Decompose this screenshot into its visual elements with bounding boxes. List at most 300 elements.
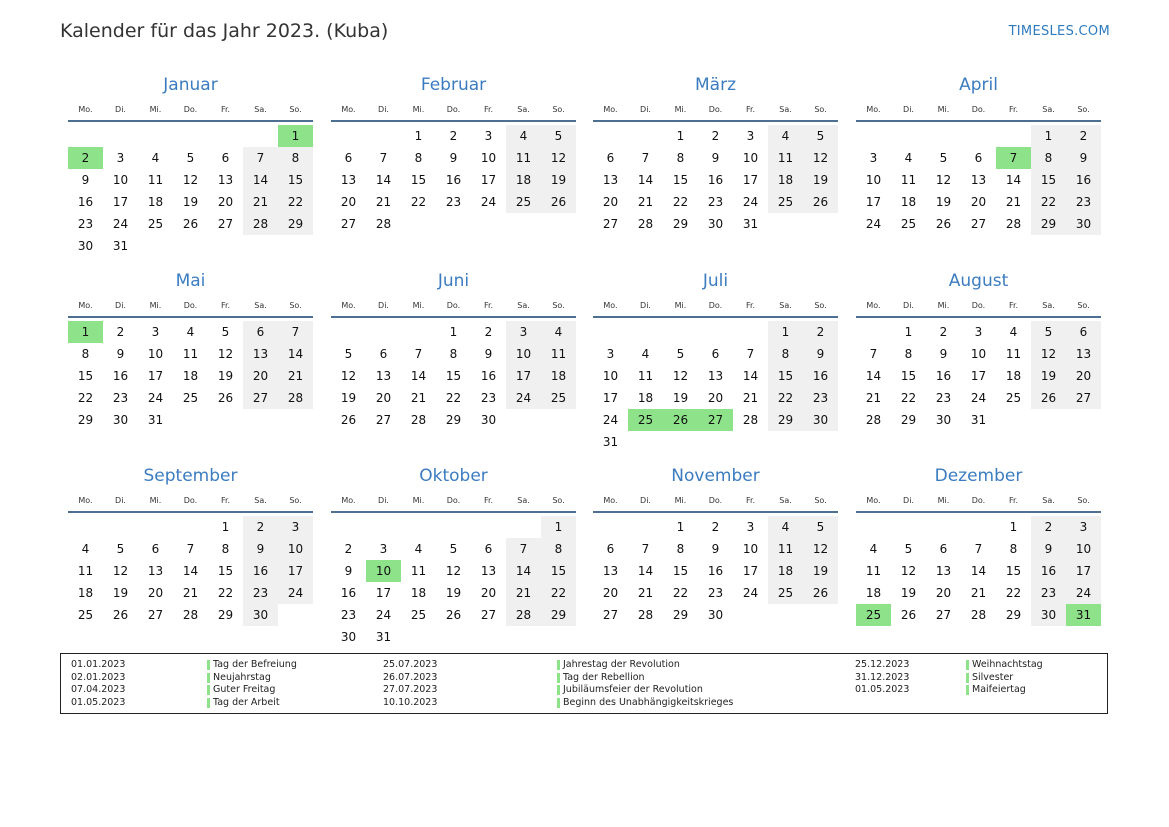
weekday-label: Do. — [971, 105, 986, 114]
day-cell: 11 — [637, 369, 654, 383]
day-cell: 18 — [900, 195, 917, 209]
day-cell: 13 — [480, 564, 497, 578]
day-cell: 28 — [182, 608, 199, 622]
day-cell: 14 — [278, 343, 313, 365]
weekday-label: Mo. — [603, 105, 618, 114]
day-cell: 21 — [182, 586, 199, 600]
weekday-label: Mi. — [937, 496, 950, 505]
legend-date: 02.01.2023 — [71, 671, 126, 683]
day-cell: 7 — [379, 151, 388, 165]
holiday-day-cell: 25 — [628, 409, 663, 431]
day-cell: 21 — [1005, 195, 1022, 209]
day-cell: 10 — [278, 538, 313, 560]
day-cell: 21 — [637, 195, 654, 209]
day-cell: 25 — [410, 608, 427, 622]
day-cell: 4 — [81, 542, 90, 556]
day-cell: 15 — [278, 169, 313, 191]
weekday-label: Do. — [183, 105, 198, 114]
day-cell: 19 — [541, 169, 576, 191]
day-cell: 13 — [340, 173, 357, 187]
legend-holiday-name: Guter Freitag — [207, 684, 275, 695]
day-cell: 25 — [768, 582, 803, 604]
weekday-label: Mi. — [937, 105, 950, 114]
weekday-label: So. — [552, 496, 565, 505]
day-cell: 23 — [1031, 582, 1066, 604]
day-cell: 4 — [768, 125, 803, 147]
day-cell: 18 — [182, 369, 199, 383]
day-cell: 12 — [803, 147, 838, 169]
day-cell: 22 — [278, 191, 313, 213]
holiday-day-cell: 27 — [698, 409, 733, 431]
day-cell: 20 — [375, 391, 392, 405]
day-cell: 21 — [410, 391, 427, 405]
legend-date: 27.07.2023 — [383, 684, 438, 696]
weekday-header — [331, 105, 576, 119]
page-title: Kalender für das Jahr 2023. (Kuba) — [60, 20, 389, 42]
day-cell: 7 — [506, 538, 541, 560]
day-cell: 27 — [1066, 387, 1101, 409]
day-cell: 25 — [506, 191, 541, 213]
day-cell: 6 — [974, 151, 983, 165]
day-cell: 14 — [970, 564, 987, 578]
weekday-label: So. — [814, 301, 827, 310]
day-cell: 11 — [768, 147, 803, 169]
day-cell: 18 — [541, 365, 576, 387]
holiday-day-cell: 1 — [278, 125, 313, 147]
weekday-label: Mi. — [412, 496, 425, 505]
weekday-label: Sa. — [517, 301, 530, 310]
day-cell: 13 — [147, 564, 164, 578]
day-cell: 2 — [484, 325, 493, 339]
weekday-label: Mo. — [78, 105, 93, 114]
weekday-label: Sa. — [1042, 496, 1055, 505]
weekday-label: Sa. — [1042, 301, 1055, 310]
day-cell: 10 — [602, 369, 619, 383]
brand-logo-text[interactable]: TIMESLES.COM — [1008, 24, 1110, 39]
day-cell: 26 — [445, 608, 462, 622]
weekday-header — [331, 301, 576, 315]
day-cell: 2 — [1066, 125, 1101, 147]
day-cell: 28 — [637, 608, 654, 622]
weekday-label: Fr. — [483, 105, 494, 114]
day-cell: 8 — [768, 343, 803, 365]
day-cell: 12 — [340, 369, 357, 383]
day-cell: 12 — [803, 538, 838, 560]
month-divider — [593, 511, 838, 513]
day-cell: 13 — [217, 173, 234, 187]
day-cell: 12 — [1031, 343, 1066, 365]
day-cell: 3 — [379, 542, 388, 556]
month-name: Oktober — [419, 466, 488, 486]
day-cell: 23 — [112, 391, 129, 405]
day-cell: 13 — [707, 369, 724, 383]
weekday-label: So. — [289, 496, 302, 505]
day-cell: 8 — [1031, 147, 1066, 169]
day-cell: 9 — [344, 564, 353, 578]
day-cell: 28 — [278, 387, 313, 409]
legend-holiday-name: Maifeiertag — [966, 684, 1026, 695]
weekday-label: Di. — [378, 301, 389, 310]
day-cell: 23 — [445, 195, 462, 209]
day-cell: 24 — [375, 608, 392, 622]
day-cell: 7 — [746, 347, 755, 361]
day-cell: 12 — [900, 564, 917, 578]
day-cell: 17 — [480, 173, 497, 187]
legend-holiday-name: Beginn des Unabhängigkeitskrieges — [557, 697, 733, 708]
day-cell: 26 — [112, 608, 129, 622]
day-cell: 30 — [1066, 213, 1101, 235]
day-cell: 18 — [865, 586, 882, 600]
weekday-label: Sa. — [779, 105, 792, 114]
day-cell: 5 — [221, 325, 230, 339]
day-cell: 27 — [147, 608, 164, 622]
day-cell: 1 — [676, 129, 685, 143]
day-cell: 19 — [182, 195, 199, 209]
day-cell: 16 — [445, 173, 462, 187]
month-divider — [593, 120, 838, 122]
day-cell: 14 — [243, 169, 278, 191]
day-cell: 24 — [865, 217, 882, 231]
day-cell: 7 — [414, 347, 423, 361]
weekday-label: Mi. — [149, 105, 162, 114]
day-cell: 29 — [217, 608, 234, 622]
day-cell: 2 — [116, 325, 125, 339]
weekday-label: So. — [814, 105, 827, 114]
day-cell: 3 — [1066, 516, 1101, 538]
day-cell: 16 — [935, 369, 952, 383]
day-cell: 23 — [803, 387, 838, 409]
month-name: Januar — [163, 75, 218, 95]
day-cell: 12 — [445, 564, 462, 578]
day-cell: 28 — [1005, 217, 1022, 231]
day-cell: 20 — [1066, 365, 1101, 387]
day-cell: 3 — [506, 321, 541, 343]
day-cell: 5 — [116, 542, 125, 556]
day-cell: 30 — [340, 630, 357, 644]
day-cell: 11 — [865, 564, 882, 578]
day-cell: 11 — [182, 347, 199, 361]
day-cell: 2 — [243, 516, 278, 538]
weekday-label: Mi. — [149, 301, 162, 310]
day-cell: 26 — [541, 191, 576, 213]
day-cell: 22 — [541, 582, 576, 604]
day-cell: 24 — [742, 195, 759, 209]
month-divider — [331, 316, 576, 318]
holiday-day-cell: 25 — [856, 604, 891, 626]
day-cell: 10 — [112, 173, 129, 187]
weekday-label: Fr. — [1008, 105, 1019, 114]
weekday-label: So. — [1077, 301, 1090, 310]
day-cell: 2 — [803, 321, 838, 343]
weekday-label: Di. — [378, 105, 389, 114]
day-cell: 27 — [970, 217, 987, 231]
day-cell: 20 — [243, 365, 278, 387]
day-cell: 19 — [217, 369, 234, 383]
weekday-label: Sa. — [779, 301, 792, 310]
weekday-label: Sa. — [254, 301, 267, 310]
day-cell: 18 — [77, 586, 94, 600]
day-cell: 16 — [803, 365, 838, 387]
day-cell: 22 — [1005, 586, 1022, 600]
day-cell: 25 — [768, 191, 803, 213]
weekday-label: So. — [552, 105, 565, 114]
day-cell: 5 — [344, 347, 353, 361]
day-cell: 8 — [904, 347, 913, 361]
day-cell: 30 — [243, 604, 278, 626]
day-cell: 10 — [742, 151, 759, 165]
day-cell: 1 — [1009, 520, 1018, 534]
day-cell: 5 — [541, 125, 576, 147]
month-divider — [593, 316, 838, 318]
day-cell: 11 — [768, 538, 803, 560]
day-cell: 2 — [344, 542, 353, 556]
day-cell: 15 — [1005, 564, 1022, 578]
day-cell: 27 — [243, 387, 278, 409]
weekday-label: Fr. — [1008, 301, 1019, 310]
day-cell: 15 — [77, 369, 94, 383]
day-cell: 25 — [77, 608, 94, 622]
day-cell: 25 — [147, 217, 164, 231]
weekday-label: Sa. — [779, 496, 792, 505]
day-cell: 29 — [672, 217, 689, 231]
day-cell: 6 — [1066, 321, 1101, 343]
day-cell: 5 — [904, 542, 913, 556]
day-cell: 28 — [865, 413, 882, 427]
day-cell: 7 — [641, 151, 650, 165]
weekday-label: Mo. — [866, 105, 881, 114]
day-cell: 15 — [445, 369, 462, 383]
day-cell: 9 — [1031, 538, 1066, 560]
weekday-label: Fr. — [220, 105, 231, 114]
weekday-label: Fr. — [745, 301, 756, 310]
day-cell: 4 — [541, 321, 576, 343]
day-cell: 22 — [1031, 191, 1066, 213]
day-cell: 4 — [768, 516, 803, 538]
weekday-label: Mo. — [78, 496, 93, 505]
day-cell: 8 — [541, 538, 576, 560]
month-divider — [68, 511, 313, 513]
weekday-label: Mi. — [674, 105, 687, 114]
day-cell: 11 — [506, 147, 541, 169]
holiday-day-cell: 1 — [68, 321, 103, 343]
day-cell: 13 — [935, 564, 952, 578]
day-cell: 7 — [641, 542, 650, 556]
weekday-label: Di. — [640, 301, 651, 310]
legend-holiday-name: Weihnachtstag — [966, 659, 1043, 670]
month-divider — [856, 511, 1101, 513]
day-cell: 1 — [221, 520, 230, 534]
day-cell: 16 — [77, 195, 94, 209]
day-cell: 29 — [768, 409, 803, 431]
day-cell: 13 — [970, 173, 987, 187]
weekday-label: Fr. — [220, 301, 231, 310]
day-cell: 25 — [900, 217, 917, 231]
day-cell: 5 — [803, 125, 838, 147]
day-cell: 4 — [1009, 325, 1018, 339]
day-cell: 2 — [449, 129, 458, 143]
day-cell: 5 — [939, 151, 948, 165]
day-cell: 12 — [541, 147, 576, 169]
day-cell: 23 — [707, 586, 724, 600]
day-cell: 17 — [742, 564, 759, 578]
weekday-label: So. — [289, 301, 302, 310]
day-cell: 9 — [243, 538, 278, 560]
day-cell: 27 — [480, 608, 497, 622]
month-divider — [856, 316, 1101, 318]
weekday-label: Fr. — [220, 496, 231, 505]
day-cell: 23 — [1066, 191, 1101, 213]
day-cell: 30 — [935, 413, 952, 427]
day-cell: 4 — [186, 325, 195, 339]
day-cell: 18 — [1005, 369, 1022, 383]
day-cell: 29 — [900, 413, 917, 427]
day-cell: 1 — [414, 129, 423, 143]
day-cell: 27 — [217, 217, 234, 231]
day-cell: 24 — [1066, 582, 1101, 604]
day-cell: 12 — [112, 564, 129, 578]
day-cell: 8 — [81, 347, 90, 361]
month-name: Dezember — [934, 466, 1023, 486]
day-cell: 24 — [147, 391, 164, 405]
month-divider — [68, 316, 313, 318]
weekday-label: Mi. — [674, 301, 687, 310]
day-cell: 10 — [480, 151, 497, 165]
weekday-label: Fr. — [1008, 496, 1019, 505]
day-cell: 19 — [935, 195, 952, 209]
weekday-label: Mo. — [341, 105, 356, 114]
day-cell: 14 — [637, 564, 654, 578]
month-divider — [331, 120, 576, 122]
weekday-label: Fr. — [745, 105, 756, 114]
day-cell: 19 — [112, 586, 129, 600]
day-cell: 20 — [602, 586, 619, 600]
day-cell: 30 — [803, 409, 838, 431]
day-cell: 4 — [904, 151, 913, 165]
day-cell: 3 — [746, 520, 755, 534]
day-cell: 19 — [803, 169, 838, 191]
day-cell: 24 — [480, 195, 497, 209]
weekday-label: Mo. — [866, 496, 881, 505]
day-cell: 25 — [182, 391, 199, 405]
day-cell: 14 — [742, 369, 759, 383]
day-cell: 24 — [970, 391, 987, 405]
day-cell: 18 — [637, 391, 654, 405]
weekday-header — [593, 301, 838, 315]
weekday-header — [856, 105, 1101, 119]
weekday-header — [331, 496, 576, 510]
month-name: September — [143, 466, 238, 486]
month-name: Februar — [420, 75, 487, 95]
day-cell: 19 — [803, 560, 838, 582]
day-cell: 3 — [869, 151, 878, 165]
day-cell: 4 — [869, 542, 878, 556]
day-cell: 15 — [900, 369, 917, 383]
weekday-label: So. — [814, 496, 827, 505]
day-cell: 30 — [480, 413, 497, 427]
day-cell: 21 — [742, 391, 759, 405]
day-cell: 24 — [506, 387, 541, 409]
month-name: August — [948, 271, 1009, 291]
day-cell: 27 — [375, 413, 392, 427]
day-cell: 25 — [1005, 391, 1022, 405]
day-cell: 12 — [182, 173, 199, 187]
day-cell: 11 — [147, 173, 164, 187]
day-cell: 11 — [541, 343, 576, 365]
day-cell: 12 — [217, 347, 234, 361]
day-cell: 31 — [970, 413, 987, 427]
month-name: Juni — [437, 271, 470, 291]
month-divider — [331, 511, 576, 513]
legend-date: 31.12.2023 — [855, 671, 910, 683]
day-cell: 20 — [480, 586, 497, 600]
day-cell: 26 — [340, 413, 357, 427]
weekday-label: Di. — [640, 496, 651, 505]
legend-holiday-name: Tag der Befreiung — [207, 659, 297, 670]
day-cell: 16 — [707, 173, 724, 187]
day-cell: 17 — [865, 195, 882, 209]
day-cell: 21 — [865, 391, 882, 405]
weekday-label: Di. — [115, 496, 126, 505]
legend-date: 10.10.2023 — [383, 697, 438, 709]
day-cell: 26 — [900, 608, 917, 622]
legend-date: 25.12.2023 — [855, 659, 910, 670]
day-cell: 7 — [243, 147, 278, 169]
weekday-label: Di. — [903, 105, 914, 114]
day-cell: 30 — [707, 217, 724, 231]
day-cell: 29 — [445, 413, 462, 427]
day-cell: 26 — [182, 217, 199, 231]
day-cell: 11 — [410, 564, 427, 578]
day-cell: 23 — [340, 608, 357, 622]
day-cell: 20 — [602, 195, 619, 209]
weekday-label: Do. — [708, 105, 723, 114]
weekday-label: Mo. — [603, 301, 618, 310]
day-cell: 21 — [970, 586, 987, 600]
day-cell: 10 — [1066, 538, 1101, 560]
day-cell: 5 — [449, 542, 458, 556]
legend-date: 26.07.2023 — [383, 671, 438, 683]
day-cell: 21 — [278, 365, 313, 387]
day-cell: 5 — [1031, 321, 1066, 343]
day-cell: 29 — [278, 213, 313, 235]
day-cell: 18 — [410, 586, 427, 600]
day-cell: 31 — [602, 435, 619, 449]
day-cell: 9 — [939, 347, 948, 361]
day-cell: 8 — [278, 147, 313, 169]
day-cell: 22 — [672, 586, 689, 600]
month-divider — [856, 120, 1101, 122]
day-cell: 23 — [707, 195, 724, 209]
day-cell: 29 — [1005, 608, 1022, 622]
day-cell: 10 — [970, 347, 987, 361]
day-cell: 31 — [112, 239, 129, 253]
day-cell: 20 — [217, 195, 234, 209]
day-cell: 13 — [1066, 343, 1101, 365]
day-cell: 29 — [672, 608, 689, 622]
day-cell: 21 — [637, 586, 654, 600]
day-cell: 9 — [449, 151, 458, 165]
day-cell: 15 — [541, 560, 576, 582]
day-cell: 24 — [742, 586, 759, 600]
day-cell: 20 — [935, 586, 952, 600]
day-cell: 1 — [449, 325, 458, 339]
weekday-header — [593, 496, 838, 510]
weekday-label: Di. — [115, 105, 126, 114]
day-cell: 21 — [375, 195, 392, 209]
day-cell: 17 — [147, 369, 164, 383]
day-cell: 8 — [221, 542, 230, 556]
weekday-header — [68, 301, 313, 315]
